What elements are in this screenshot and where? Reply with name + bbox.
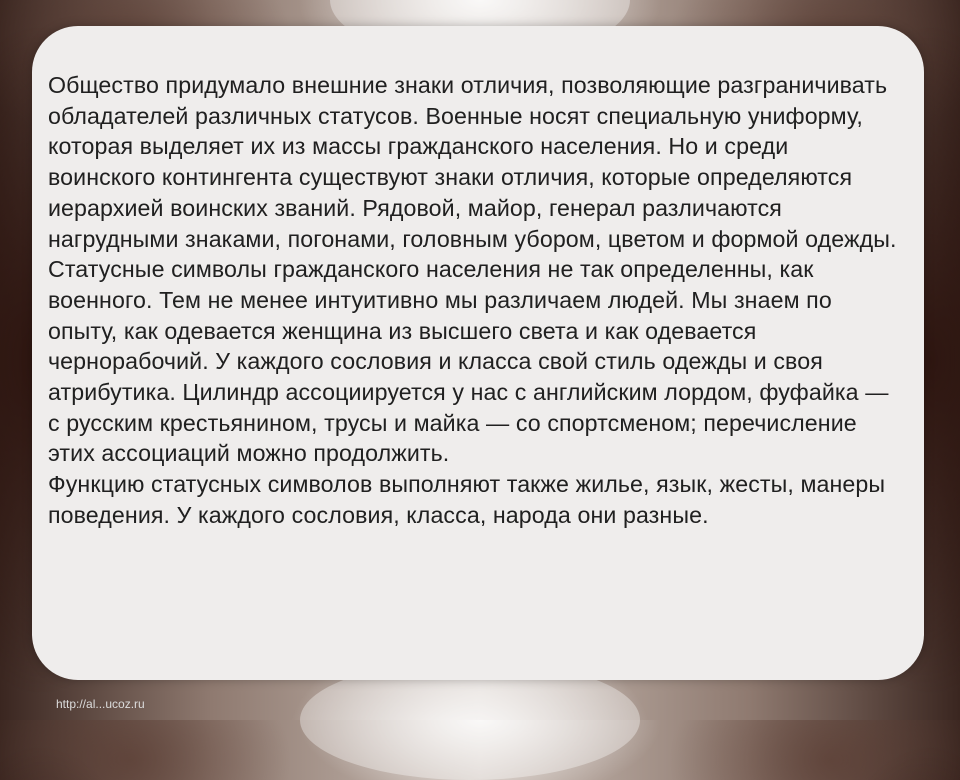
source-url: http://al...ucoz.ru xyxy=(56,697,145,711)
paragraph-3: Функцию статусных символов выполняют также жилье, язык, жесты, манеры поведения. У каждого сословия, класса, народа они разные. xyxy=(48,471,886,528)
paragraph-2: Статусные символы гражданского населения не так определенны, как военного. Тем не менее интуитивно мы различаем людей. Мы знаем по опыту, как одевается женщина из высшего света и как одевается чернорабочий. У каждого сословия и класса свой стиль одежды и своя атрибутика. Цилиндр ассоциируется у нас с английским лордом, фуфайка — с русским крестьянином, трусы и майка — со спортсменом; перечисление этих ассоциаций можно продолжить. xyxy=(48,256,889,467)
slide-text xyxy=(48,70,898,531)
paragraph-1: Общество придумало внешние знаки отличия, позволяющие разграничивать обладателей различных статусов. Военные носят специальную униформу, которая выделяет их из массы гражданского населения. Но и среди воинского контингента существуют знаки отличия, которые определяются иерархией воинских званий. Рядовой, майор, генерал различаются нагрудными знаками, погонами, головным убором, цветом и формой одежды. xyxy=(48,72,897,252)
